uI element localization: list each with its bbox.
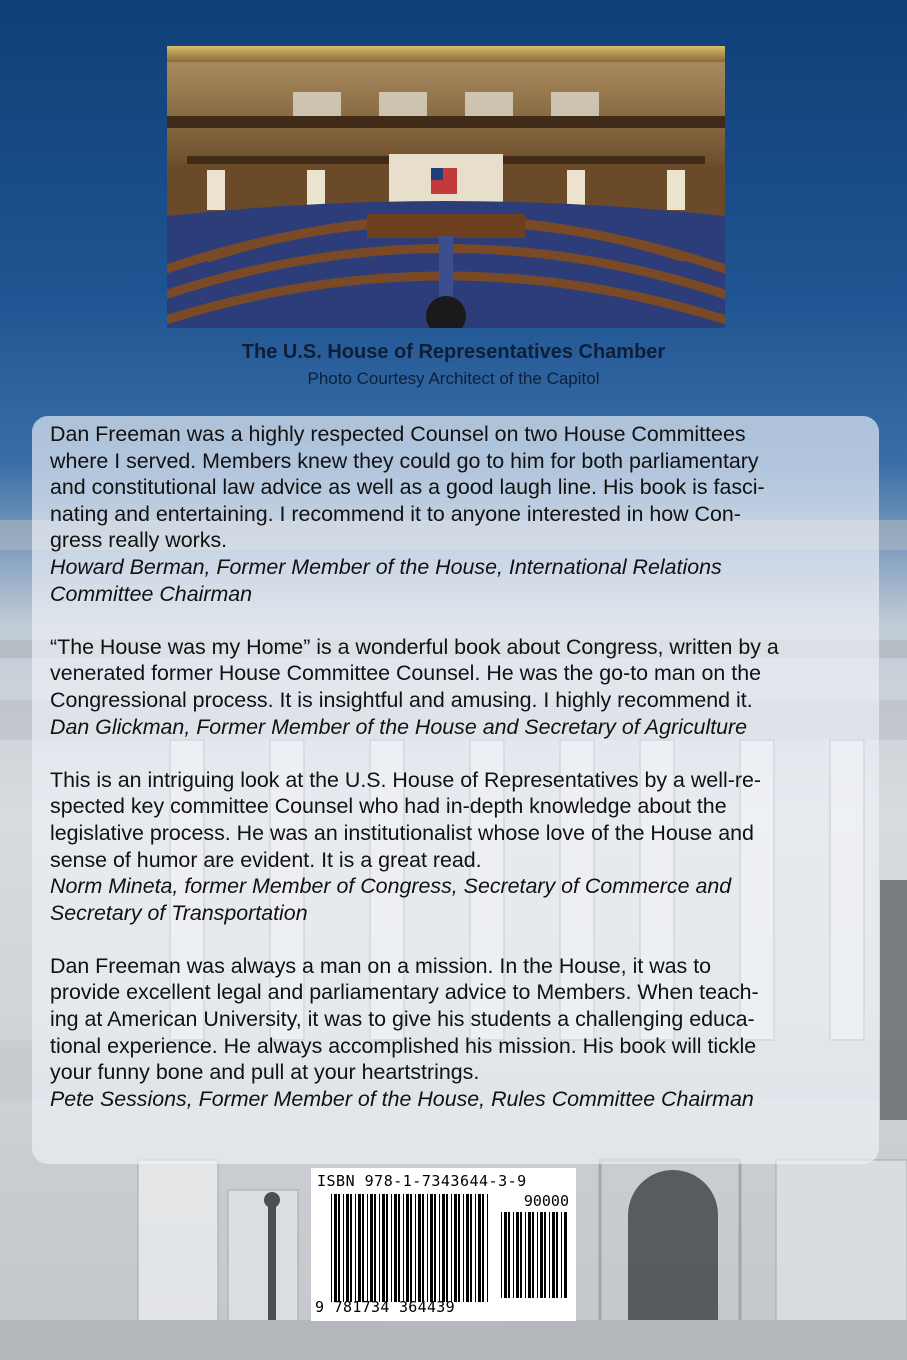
review-mineta <box>50 767 876 927</box>
barcode-bar <box>394 1194 397 1302</box>
barcode-bar <box>564 1212 567 1298</box>
barcode-bar <box>406 1194 409 1302</box>
photo-credit: Photo Courtesy Architect of the Capitol <box>307 369 600 388</box>
barcode-bar <box>458 1194 460 1302</box>
barcode-bar <box>454 1194 457 1302</box>
barcode-bar <box>525 1212 526 1298</box>
barcode-bar <box>470 1194 472 1302</box>
barcode-bar <box>370 1194 373 1302</box>
barcode-bar <box>549 1212 550 1298</box>
barcode-bar <box>367 1194 368 1302</box>
review-line: spected key committee Counsel who had in-depth knowledge about the <box>50 794 727 819</box>
barcode-bar <box>482 1194 484 1302</box>
barcode-bar <box>391 1194 392 1302</box>
review-attribution: Dan Glickman, Former Member of the House and Secretary of Agriculture <box>50 714 748 739</box>
barcode-bar <box>537 1212 538 1298</box>
barcode-bar <box>561 1212 562 1298</box>
barcode-bar <box>350 1194 352 1302</box>
review-line: nating and entertaining. I recommend it to anyone interested in how Con- <box>50 501 741 526</box>
review-line: gress really works. <box>50 528 228 553</box>
photo-caption-title: The U.S. House of Representatives Chamber <box>241 341 666 363</box>
barcode-bar <box>475 1194 476 1302</box>
barcode-bar <box>504 1212 507 1298</box>
review-attribution: Howard Berman, Former Member of the House, International Relations <box>50 554 722 579</box>
isbn-label: ISBN 978-1-7343644-3-9 <box>317 1172 527 1190</box>
barcode-bar <box>422 1194 424 1302</box>
review-line: Congressional process. It is insightful and amusing. I highly recommend it. <box>50 687 753 712</box>
review-attribution: Secretary of Transportation <box>50 900 308 925</box>
barcode-bar <box>544 1212 546 1298</box>
barcode-bar <box>427 1194 428 1302</box>
review-line: tional experience. He always accomplished his mission. His book will tickle <box>50 1033 757 1058</box>
review-line: This is an intriguing look at the U.S. House of Representatives by a well-re- <box>50 767 761 792</box>
barcode-bar <box>528 1212 531 1298</box>
barcode-bar <box>398 1194 400 1302</box>
barcode-bar <box>466 1194 469 1302</box>
barcode-bar <box>430 1194 433 1302</box>
barcode-bar <box>343 1194 344 1302</box>
barcode-bar <box>374 1194 376 1302</box>
review-line: venerated former House Committee Counsel. He was the go-to man on the <box>50 661 761 686</box>
review-berman <box>50 421 876 607</box>
barcode-bar <box>520 1212 522 1298</box>
review-glickman <box>50 634 876 740</box>
barcode-bar <box>532 1212 534 1298</box>
barcode-bar <box>358 1194 361 1302</box>
reviews-text <box>50 421 876 1139</box>
barcode-bar <box>501 1212 502 1298</box>
review-line: ing at American University, it was to give his students a challenging educa- <box>50 1007 755 1032</box>
barcode-bar <box>434 1194 436 1302</box>
barcode-bar <box>540 1212 543 1298</box>
barcode-bar <box>410 1194 412 1302</box>
barcode-bar <box>379 1194 380 1302</box>
review-attribution: Committee Chairman <box>50 581 253 606</box>
barcode-bars-main <box>331 1194 489 1302</box>
barcode-bar <box>338 1194 340 1302</box>
barcode-bar <box>513 1212 514 1298</box>
review-line: Dan Freeman was always a man on a mission. In the House, it was to <box>50 953 712 978</box>
review-sessions <box>50 953 876 1113</box>
barcode-bar <box>442 1194 445 1302</box>
house-chamber-photo <box>167 46 725 328</box>
price-code: 90000 <box>523 1192 569 1210</box>
review-line: Dan Freeman was a highly respected Counsel on two House Committees <box>50 422 746 446</box>
review-line: sense of humor are evident. It is a great read. <box>50 847 482 872</box>
barcode-bar <box>346 1194 349 1302</box>
barcode-bar <box>331 1194 332 1302</box>
review-line: legislative process. He was an institutionalist whose love of the House and <box>50 820 754 845</box>
barcode-bar <box>334 1194 337 1302</box>
review-attribution: Norm Mineta, former Member of Congress, Secretary of Commerce and <box>50 874 732 899</box>
barcode-bars-addon <box>501 1212 567 1298</box>
barcode-bar <box>463 1194 464 1302</box>
barcode-bar <box>516 1212 519 1298</box>
barcode-bar <box>439 1194 440 1302</box>
barcode-bar <box>552 1212 555 1298</box>
review-line: your funny bone and pull at your heartstrings. <box>50 1060 480 1085</box>
barcode-bar <box>508 1212 510 1298</box>
barcode-bar <box>403 1194 404 1302</box>
barcode-bar <box>487 1194 488 1302</box>
isbn-barcode <box>311 1168 576 1321</box>
review-line: where I served. Members knew they could go to him for both parliamentary <box>50 448 759 473</box>
review-attribution: Pete Sessions, Former Member of the House, Rules Committee Chairman <box>50 1086 754 1111</box>
barcode-bar <box>478 1194 481 1302</box>
barcode-bar <box>355 1194 356 1302</box>
barcode-bar <box>451 1194 452 1302</box>
barcode-bar <box>362 1194 364 1302</box>
barcode-bar <box>386 1194 388 1302</box>
barcode-bar <box>446 1194 448 1302</box>
review-line: provide excellent legal and parliamentary advice to Members. When teach- <box>50 980 759 1005</box>
barcode-bar <box>415 1194 416 1302</box>
barcode-digits: 9 781734 364439 <box>315 1298 455 1316</box>
barcode-bar <box>556 1212 558 1298</box>
review-line: “The House was my Home” is a wonderful book about Congress, written by a <box>50 634 779 659</box>
review-line: and constitutional law advice as well as a good laugh line. His book is fasci- <box>50 475 765 500</box>
barcode-bar <box>382 1194 385 1302</box>
barcode-bar <box>418 1194 421 1302</box>
